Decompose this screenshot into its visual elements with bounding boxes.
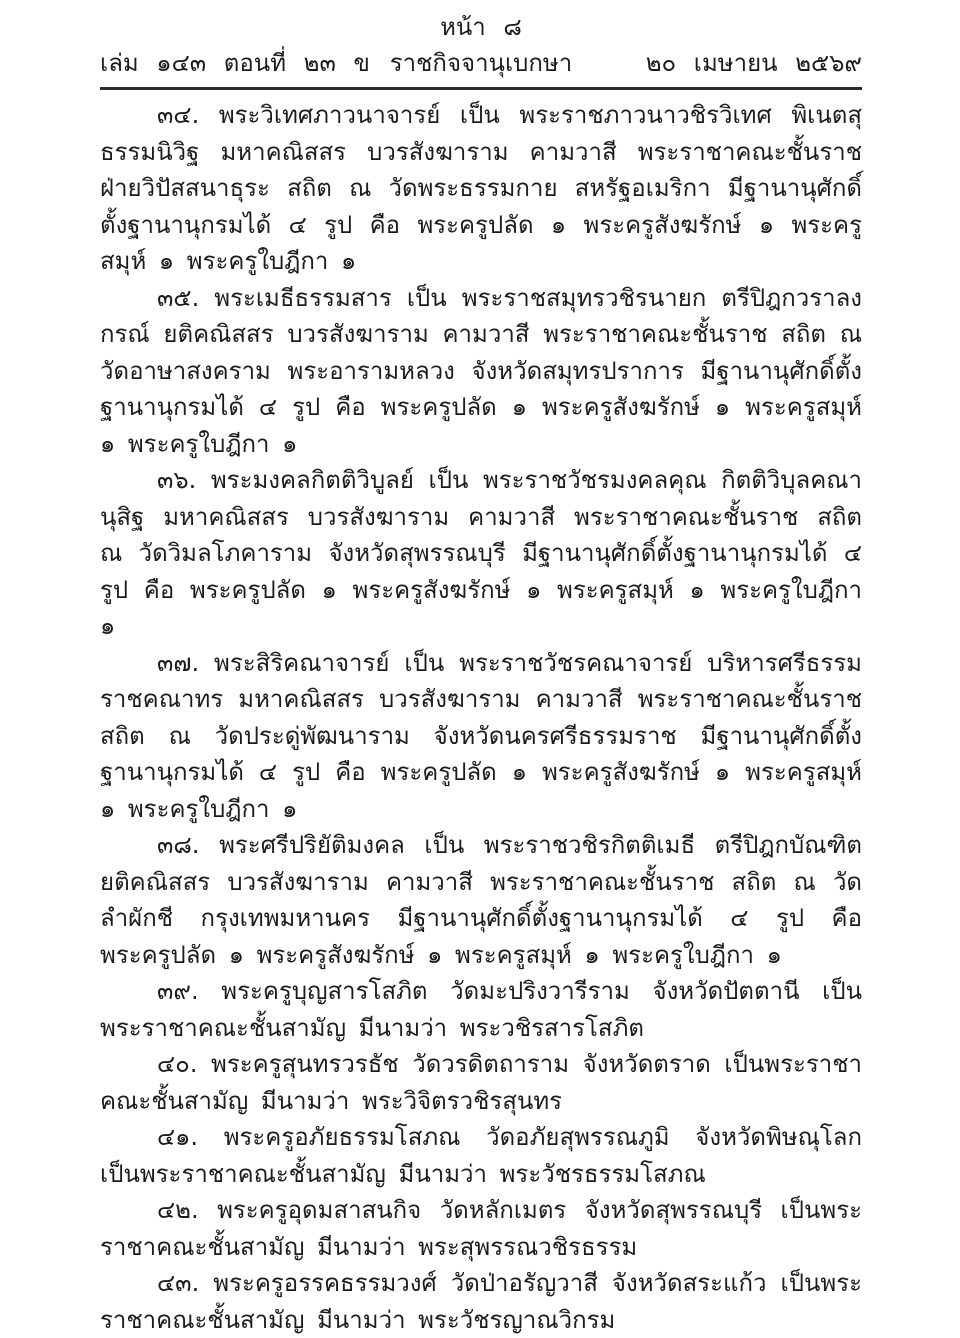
header-divider <box>100 87 862 90</box>
page-number-label: หน้า ๘ <box>440 13 522 41</box>
paragraph-item-42: ๔๒. พระครูอุดมสาสนกิจ วัดหลักเมตร จังหวัดสุพรรณบุรี เป็นพระราชาคณะชั้นสามัญ มีนามว่า พระสุพรรณวชิรธรรม <box>100 1196 862 1261</box>
paragraph-item-37: ๓๗. พระสิริคณาจารย์ เป็น พระราชวัชรคณาจารย์ บริหารศรีธรรมราชคณาทร มหาคณิสสร บวรสังฆาราม คามวาสี พระราชาคณะชั้นราช สถิต ณ วัดประดู่พัฒนาราม จังหวัดนครศรีธรรมราช มีฐานานุศักดิ์ตั้งฐานานุกรมได้ ๔ รูป คือ พระครูปลัด ๑ พระครูสังฆรักษ์ ๑ พระครูสมุห์ ๑ พระครูใบฎีกา ๑ <box>100 648 862 823</box>
paragraph-item-41: ๔๑. พระครูอภัยธรรมโสภณ วัดอภัยสุพรรณภูมิ จังหวัดพิษณุโลก เป็นพระราชาคณะชั้นสามัญ มีนามว่า พระวัชรธรรมโสภณ <box>100 1123 862 1188</box>
paragraph-item-36: ๓๖. พระมงคลกิตติวิบูลย์ เป็น พระราชวัชรมงคลคุณ กิตติวิบุลคณานุสิฐ มหาคณิสสร บวรสังฆาราม คามวาสี พระราชาคณะชั้นราช สถิต ณ วัดวิมลโภคาราม จังหวัดสุพรรณบุรี มีฐานานุศักดิ์ตั้งฐานานุกรมได้ ๔ รูป คือ พระครูปลัด ๑ พระครูสังฆรักษ์ ๑ พระครูสมุห์ ๑ พระครูใบฎีกา ๑ <box>100 466 862 640</box>
document-body <box>100 97 862 1338</box>
paragraph-item-35: ๓๕. พระเมธีธรรมสาร เป็น พระราชสมุทรวชิรนายก ตรีปิฎกวราลงกรณ์ ยติคณิสสร บวรสังฆาราม คามวาสี พระราชาคณะชั้นราช สถิต ณ วัดอาษาสงคราม พระอารามหลวง จังหวัดสมุทรปราการ มีฐานานุศักดิ์ตั้งฐานานุกรมได้ ๔ รูป คือ พระครูปลัด ๑ พระครูสังฆรักษ์ ๑ พระครูสมุห์ ๑ พระครูใบฎีกา ๑ <box>100 283 862 458</box>
paragraph-item-39: ๓๙. พระครูบุญสารโสภิต วัดมะปริงวารีราม จังหวัดปัตตานี เป็นพระราชาคณะชั้นสามัญ มีนามว่า พระวชิรสารโสภิต <box>100 977 862 1042</box>
paragraph-item-38: ๓๘. พระศรีปริยัติมงคล เป็น พระราชวชิรกิตติเมธี ตรีปิฎกบัณฑิต ยติคณิสสร บวรสังฆาราม คามวาสี พระราชาคณะชั้นราช สถิต ณ วัดลำผักชี กรุงเทพมหานคร มีฐานานุศักดิ์ตั้งฐานานุกรมได้ ๔ รูป คือ พระครูปลัด ๑ พระครูสังฆรักษ์ ๑ พระครูสมุห์ ๑ พระครูใบฎีกา ๑ <box>100 831 862 969</box>
paragraph-item-40: ๔๐. พระครูสุนทรวรธัช วัดวรดิตถาราม จังหวัดตราด เป็นพระราชาคณะชั้นสามัญ มีนามว่า พระวิจิตรวชิรสุนทร <box>100 1050 862 1115</box>
gazette-title: ราชกิจจานุเบกษา <box>389 49 573 77</box>
paragraph-item-43: ๔๓. พระครูอรรคธรรมวงศ์ วัดป่าอรัญวาสี จังหวัดสระแก้ว เป็นพระราชาคณะชั้นสามัญ มีนามว่า พระวัชรญาณวิกรม <box>100 1269 862 1334</box>
gazette-header <box>100 47 862 87</box>
paragraph-item-34: ๓๔. พระวิเทศภาวนาจารย์ เป็น พระราชภาวนาวชิรวิเทศ พิเนตสุธรรมนิวิฐ มหาคณิสสร บวรสังฆาราม คามวาสี พระราชาคณะชั้นราช ฝ่ายวิปัสสนาธุระ สถิต ณ วัดพระธรรมกาย สหรัฐอเมริกา มีฐานานุศักดิ์ตั้งฐานานุกรมได้ ๔ รูป คือ พระครูปลัด ๑ พระครูสังฆรักษ์ ๑ พระครูสมุห์ ๑ พระครูใบฎีกา ๑ <box>100 101 862 275</box>
volume-part-label: เล่ม ๑๔๓ ตอนที่ ๒๓ ข <box>100 49 370 77</box>
gazette-date: ๒๐ เมษายน ๒๕๖๙ <box>645 49 862 77</box>
